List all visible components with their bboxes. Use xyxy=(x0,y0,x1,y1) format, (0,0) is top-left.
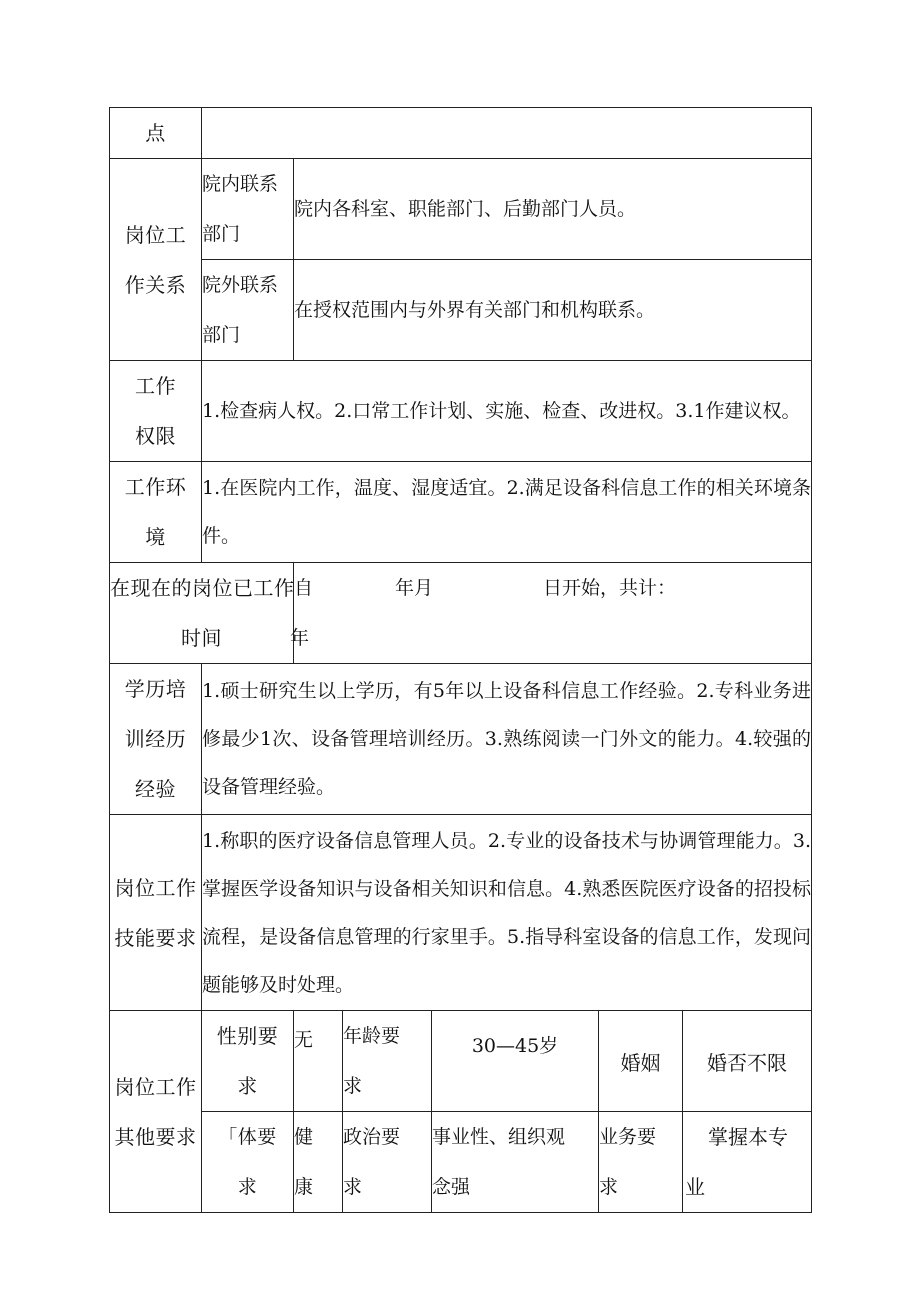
tenure-label: 在现在的岗位已工作 时间 xyxy=(110,563,294,664)
tenure-years: 年 xyxy=(290,627,310,649)
education-value: 1.硕士研究生以上学历，有5年以上设备科信息工作经验。2.专科业务进修最少1次、设备管理培训经历。3.熟练阅读一门外文的能力。4.较强的设备管理经验。 xyxy=(202,664,812,815)
other-req-row-1 xyxy=(110,1011,812,1112)
environment-value: 1.在医院内工作，温度、湿度适宜。2.满足设备科信息工作的相关环境条件。 xyxy=(202,462,812,563)
business-label: 业务要 求 xyxy=(599,1112,683,1213)
skills-value: 1.称职的医疗设备信息管理人员。2.专业的设备技术与协调管理能力。3.掌握医学设备知识与设备相关知识和信息。4.熟悉医院医疗设备的招投标流程，是设备信息管理的行家里手。5.指导科室设备的信息工作，发现问题能够及时处理。 xyxy=(202,815,812,1011)
business-value: 掌握本专 业 xyxy=(683,1112,812,1213)
body-label: 「体要 求 xyxy=(202,1112,294,1213)
location-row xyxy=(110,108,812,159)
relations-internal-row xyxy=(110,159,812,260)
age-label: 年龄要 求 xyxy=(343,1011,432,1112)
external-contact-label: 院外联系 部门 xyxy=(202,260,294,361)
skills-label: 岗位工作 技能要求 xyxy=(110,815,202,1011)
other-req-row-2 xyxy=(110,1112,812,1213)
other-req-label: 岗位工作 其他要求 xyxy=(110,1011,202,1213)
education-label: 学历培 训经历 经验 xyxy=(110,664,202,815)
internal-contact-label: 院内联系 部门 xyxy=(202,159,294,260)
gender-value: 无 xyxy=(294,1011,343,1112)
tenure-value xyxy=(290,563,812,664)
authority-row xyxy=(110,361,812,462)
marriage-label: 婚姻 xyxy=(599,1011,683,1112)
tenure-year-month: 年月 xyxy=(395,577,434,599)
relations-external-row xyxy=(110,260,812,361)
internal-contact-value: 院内各科室、职能部门、后勤部门人员。 xyxy=(294,159,812,260)
marriage-value: 婚否不限 xyxy=(683,1011,812,1112)
body-value: 健 康 xyxy=(294,1112,343,1213)
environment-label: 工作环 境 xyxy=(110,462,202,563)
external-contact-value: 在授权范围内与外界有关部门和机构联系。 xyxy=(294,260,812,361)
tenure-row xyxy=(110,563,812,664)
job-description-table xyxy=(109,107,812,1213)
relations-label: 岗位工 作关系 xyxy=(110,159,202,361)
education-row xyxy=(110,664,812,815)
gender-label: 性别要 求 xyxy=(202,1011,294,1112)
authority-value: 1.检查病人权。2.口常工作计划、实施、检查、改进权。3.1作建议权。 xyxy=(202,361,812,462)
politics-label: 政治要 求 xyxy=(343,1112,432,1213)
location-value xyxy=(202,108,812,159)
skills-row xyxy=(110,815,812,1011)
authority-label: 工作 权限 xyxy=(110,361,202,462)
location-label: 点 xyxy=(110,108,202,159)
politics-value: 事业性、组织观 念强 xyxy=(432,1112,599,1213)
tenure-from: 自 xyxy=(294,577,314,599)
tenure-day-total: 日开始，共计： xyxy=(543,577,677,599)
age-value: 30—45岁 xyxy=(432,1011,599,1112)
environment-row xyxy=(110,462,812,563)
